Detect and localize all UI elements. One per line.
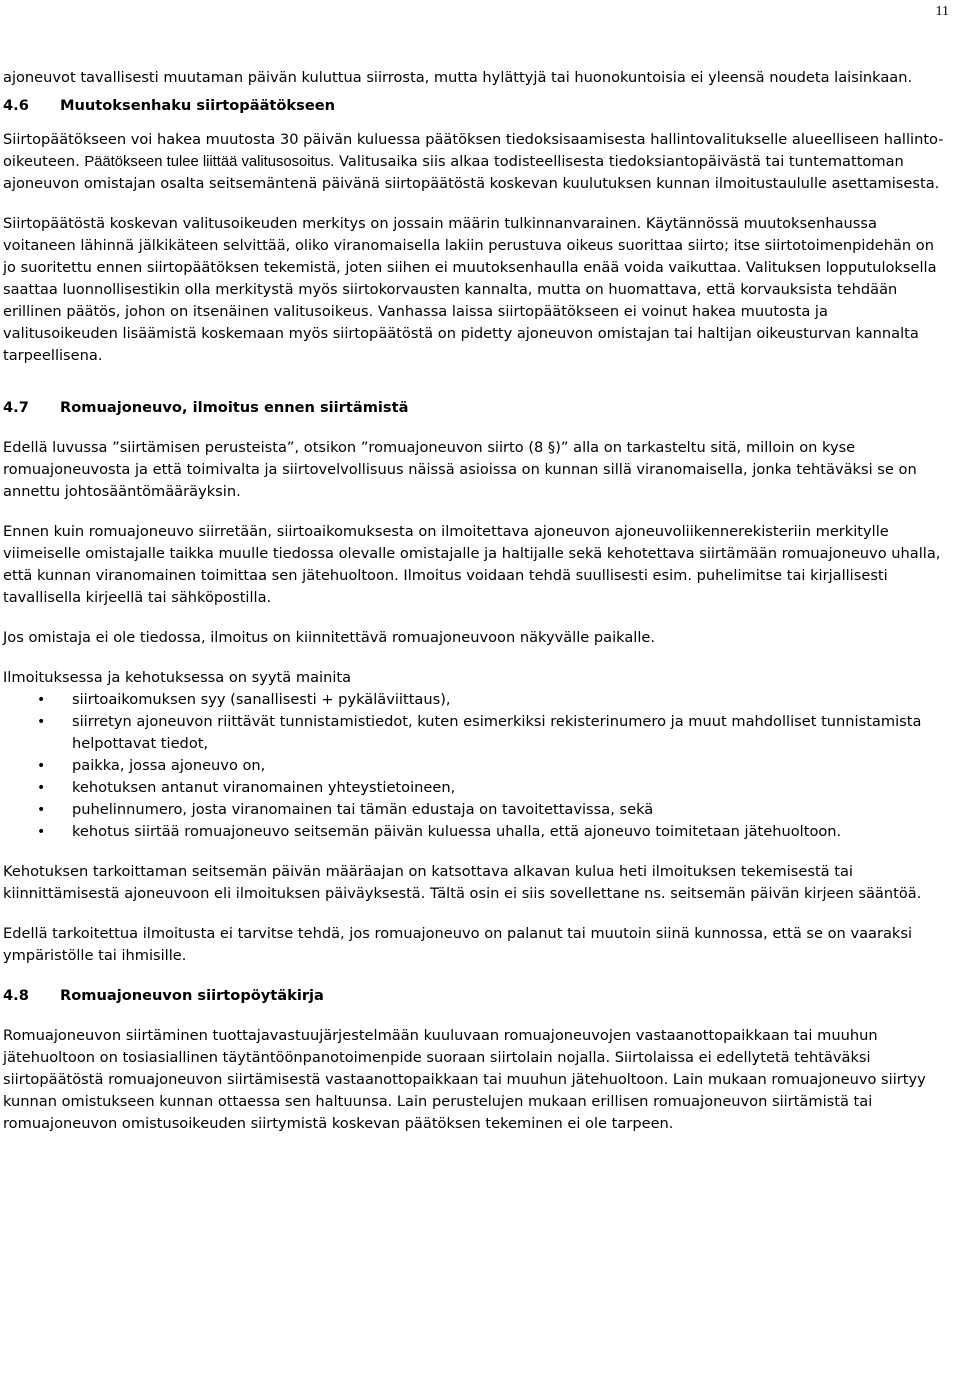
bullet-list — [3, 689, 947, 843]
section-4-7-paragraph-5: Edellä tarkoitettua ilmoitusta ei tarvitse tehdä, jos romuajoneuvo on palanut tai muutoin siinä kunnossa, että se on vaaraksi ympäristölle tai ihmisille. — [3, 925, 913, 964]
bullet-icon: • — [37, 802, 46, 818]
list-item — [3, 689, 947, 711]
section-number: 4.6 — [3, 97, 29, 114]
list-item-text: puhelinnumero, josta viranomainen tai tämän edustaja on tavoitettavissa, sekä — [72, 801, 654, 818]
bullet-icon: • — [37, 780, 46, 796]
bullet-icon: • — [37, 824, 46, 840]
section-4-7-paragraph-2: Ennen kuin romuajoneuvo siirretään, siirtoaikomuksesta on ilmoitettava ajoneuvon ajoneuvoliikennerekisteriin merkitylle viimeiselle omistajalle taikka muulle tiedossa olevalle omistajalle ja haltijalle sekä kehotettava siirtämään romuajoneuvo uhalla, että kunnan viranomainen toimittaa sen jätehuoltoon. Ilmoitus voidaan tehdä suullisesti esim. puhelimitse tai kirjallisesti tavallisella kirjeellä tai sähköpostilla. — [3, 523, 941, 606]
section-4-8-paragraph-1: Romuajoneuvon siirtäminen tuottajavastuujärjestelmään kuuluvaan romuajoneuvojen vastaanottopaikkaan tai muuhun jätehuoltoon on tosiasiallinen täytäntöönpanotoimenpide suoraan siirtolain nojalla. Siirtolaissa ei edellytetä tehtäväksi siirtopäätöstä romuajoneuvon siirtämisestä vastaanottopaikkaan tai muuhun jätehuoltoon. Lain mukaan romuajoneuvo siirtyy kunnan omistukseen kunnan ottaessa sen haltuunsa. Lain perustelujen mukaan erillisen romuajoneuvon siirtämistä tai romuajoneuvon omistusoikeuden siirtymistä koskevan päätöksen tekeminen ei ole tarpeen. — [3, 1027, 926, 1132]
list-item — [3, 711, 947, 755]
bullet-icon: • — [37, 692, 46, 708]
list-item-text: kehotus siirtää romuajoneuvo seitsemän päivän kuluessa uhalla, että ajoneuvo toimitetaan jätehuoltoon. — [72, 823, 842, 840]
section-heading-4-7 — [3, 397, 947, 419]
paragraph-text: Valitusaika siis alkaa todisteellisesta tiedoksiantopäivästä tai tuntemattoman ajoneuvon omistajan osalta seitsemäntenä päivänä siirtopäätöstä koskevan kuulutuksen kunnan ilmoitustaululle asettamisesta. — [3, 153, 940, 192]
section-4-7-paragraph-3: Jos omistaja ei ole tiedossa, ilmoitus on kiinnitettävä romuajoneuvoon näkyvälle paikalle. — [3, 629, 656, 646]
section-heading-4-6 — [3, 95, 947, 117]
paragraph-text: Siirtopäätökseen voi hakea muutosta 30 päivän kuluessa päätöksen tiedoksisaamisesta hallintovalitukselle alueelliseen hallinto-oikeuteen. — [3, 131, 944, 170]
document-body — [3, 67, 947, 1153]
section-4-6-paragraph-2: Siirtopäätöstä koskevan valitusoikeuden merkitys on jossain määrin tulkinnanvarainen. Käytännössä muutoksenhaussa voitaneen lähinnä jälkikäteen selvittää, oliko viranomaisella lakiin perustuva oikeus suorittaa siirto; itse siirtotoimenpidehän on jo suoritettu ennen siirtopäätöksen tekemistä, joten siihen ei muutoksenhaulla enää voida vaikuttaa. Valituksen lopputuloksella saattaa luonnollisestikin olla merkitystä myös siirtokorvausten kannalta, mutta on huomattava, että korvauksista tehdään erillinen päätös, johon on itsenäinen valitusoikeus. Vanhassa laissa siirtopäätökseen ei voinut hakea muutosta ja valitusoikeuden lisäämistä koskemaan myös siirtopäätöstä on pidetty ajoneuvon omistajan tai haltijan oikeusturvan kannalta tarpeellisena. — [3, 215, 937, 364]
list-item — [3, 799, 947, 821]
section-number: 4.7 — [3, 399, 29, 416]
section-title: Romuajoneuvon siirtopöytäkirja — [60, 987, 324, 1004]
section-number: 4.8 — [3, 987, 29, 1004]
list-item — [3, 755, 947, 777]
section-title: Romuajoneuvo, ilmoitus ennen siirtämistä — [60, 399, 409, 416]
list-item-text: kehotuksen antanut viranomainen yhteystietoineen, — [72, 779, 456, 796]
section-4-6-paragraph-1 — [3, 129, 947, 195]
intro-paragraph: ajoneuvot tavallisesti muutaman päivän kuluttua siirrosta, mutta hylättyjä tai huonokuntoisia ei yleensä noudeta laisinkaan. — [3, 69, 913, 86]
section-title: Muutoksenhaku siirtopäätökseen — [60, 97, 336, 114]
list-intro: Ilmoituksessa ja kehotuksessa on syytä mainita — [3, 669, 352, 686]
list-item — [3, 777, 947, 799]
page-number: 11 — [935, 4, 949, 19]
bullet-icon: • — [37, 758, 46, 774]
list-item-text: siirretyn ajoneuvon riittävät tunnistamistiedot, kuten esimerkiksi rekisterinumero ja muut mahdolliset tunnistamista helpottavat tiedot, — [72, 713, 922, 752]
list-item — [3, 821, 947, 843]
section-4-7-paragraph-4: Kehotuksen tarkoittaman seitsemän päivän määräajan on katsottava alkavan kulua heti ilmoituksen tekemisestä tai kiinnittämisestä ajoneuvoon eli ilmoituksen päiväyksestä. Tältä osin ei siis sovellettane ns. seitsemän päivän kirjeen sääntöä. — [3, 863, 922, 902]
list-item-text: paikka, jossa ajoneuvo on, — [72, 757, 266, 774]
bullet-icon: • — [37, 714, 46, 730]
section-heading-4-8 — [3, 985, 947, 1007]
list-item-text: siirtoaikomuksen syy (sanallisesti + pykäläviittaus), — [72, 691, 451, 708]
paragraph-text: Päätökseen tulee liittää valitusosoitus. — [84, 154, 335, 170]
section-4-7-paragraph-1: Edellä luvussa ”siirtämisen perusteista”, otsikon ”romuajoneuvon siirto (8 §)” alla on tarkasteltu sitä, milloin on kyse romuajoneuvosta ja että toimivalta ja siirtovelvollisuus näissä asioissa on kunnan sillä viranomaisella, jonka tehtäväksi se on annettu johtosääntömääräyksin. — [3, 439, 917, 500]
